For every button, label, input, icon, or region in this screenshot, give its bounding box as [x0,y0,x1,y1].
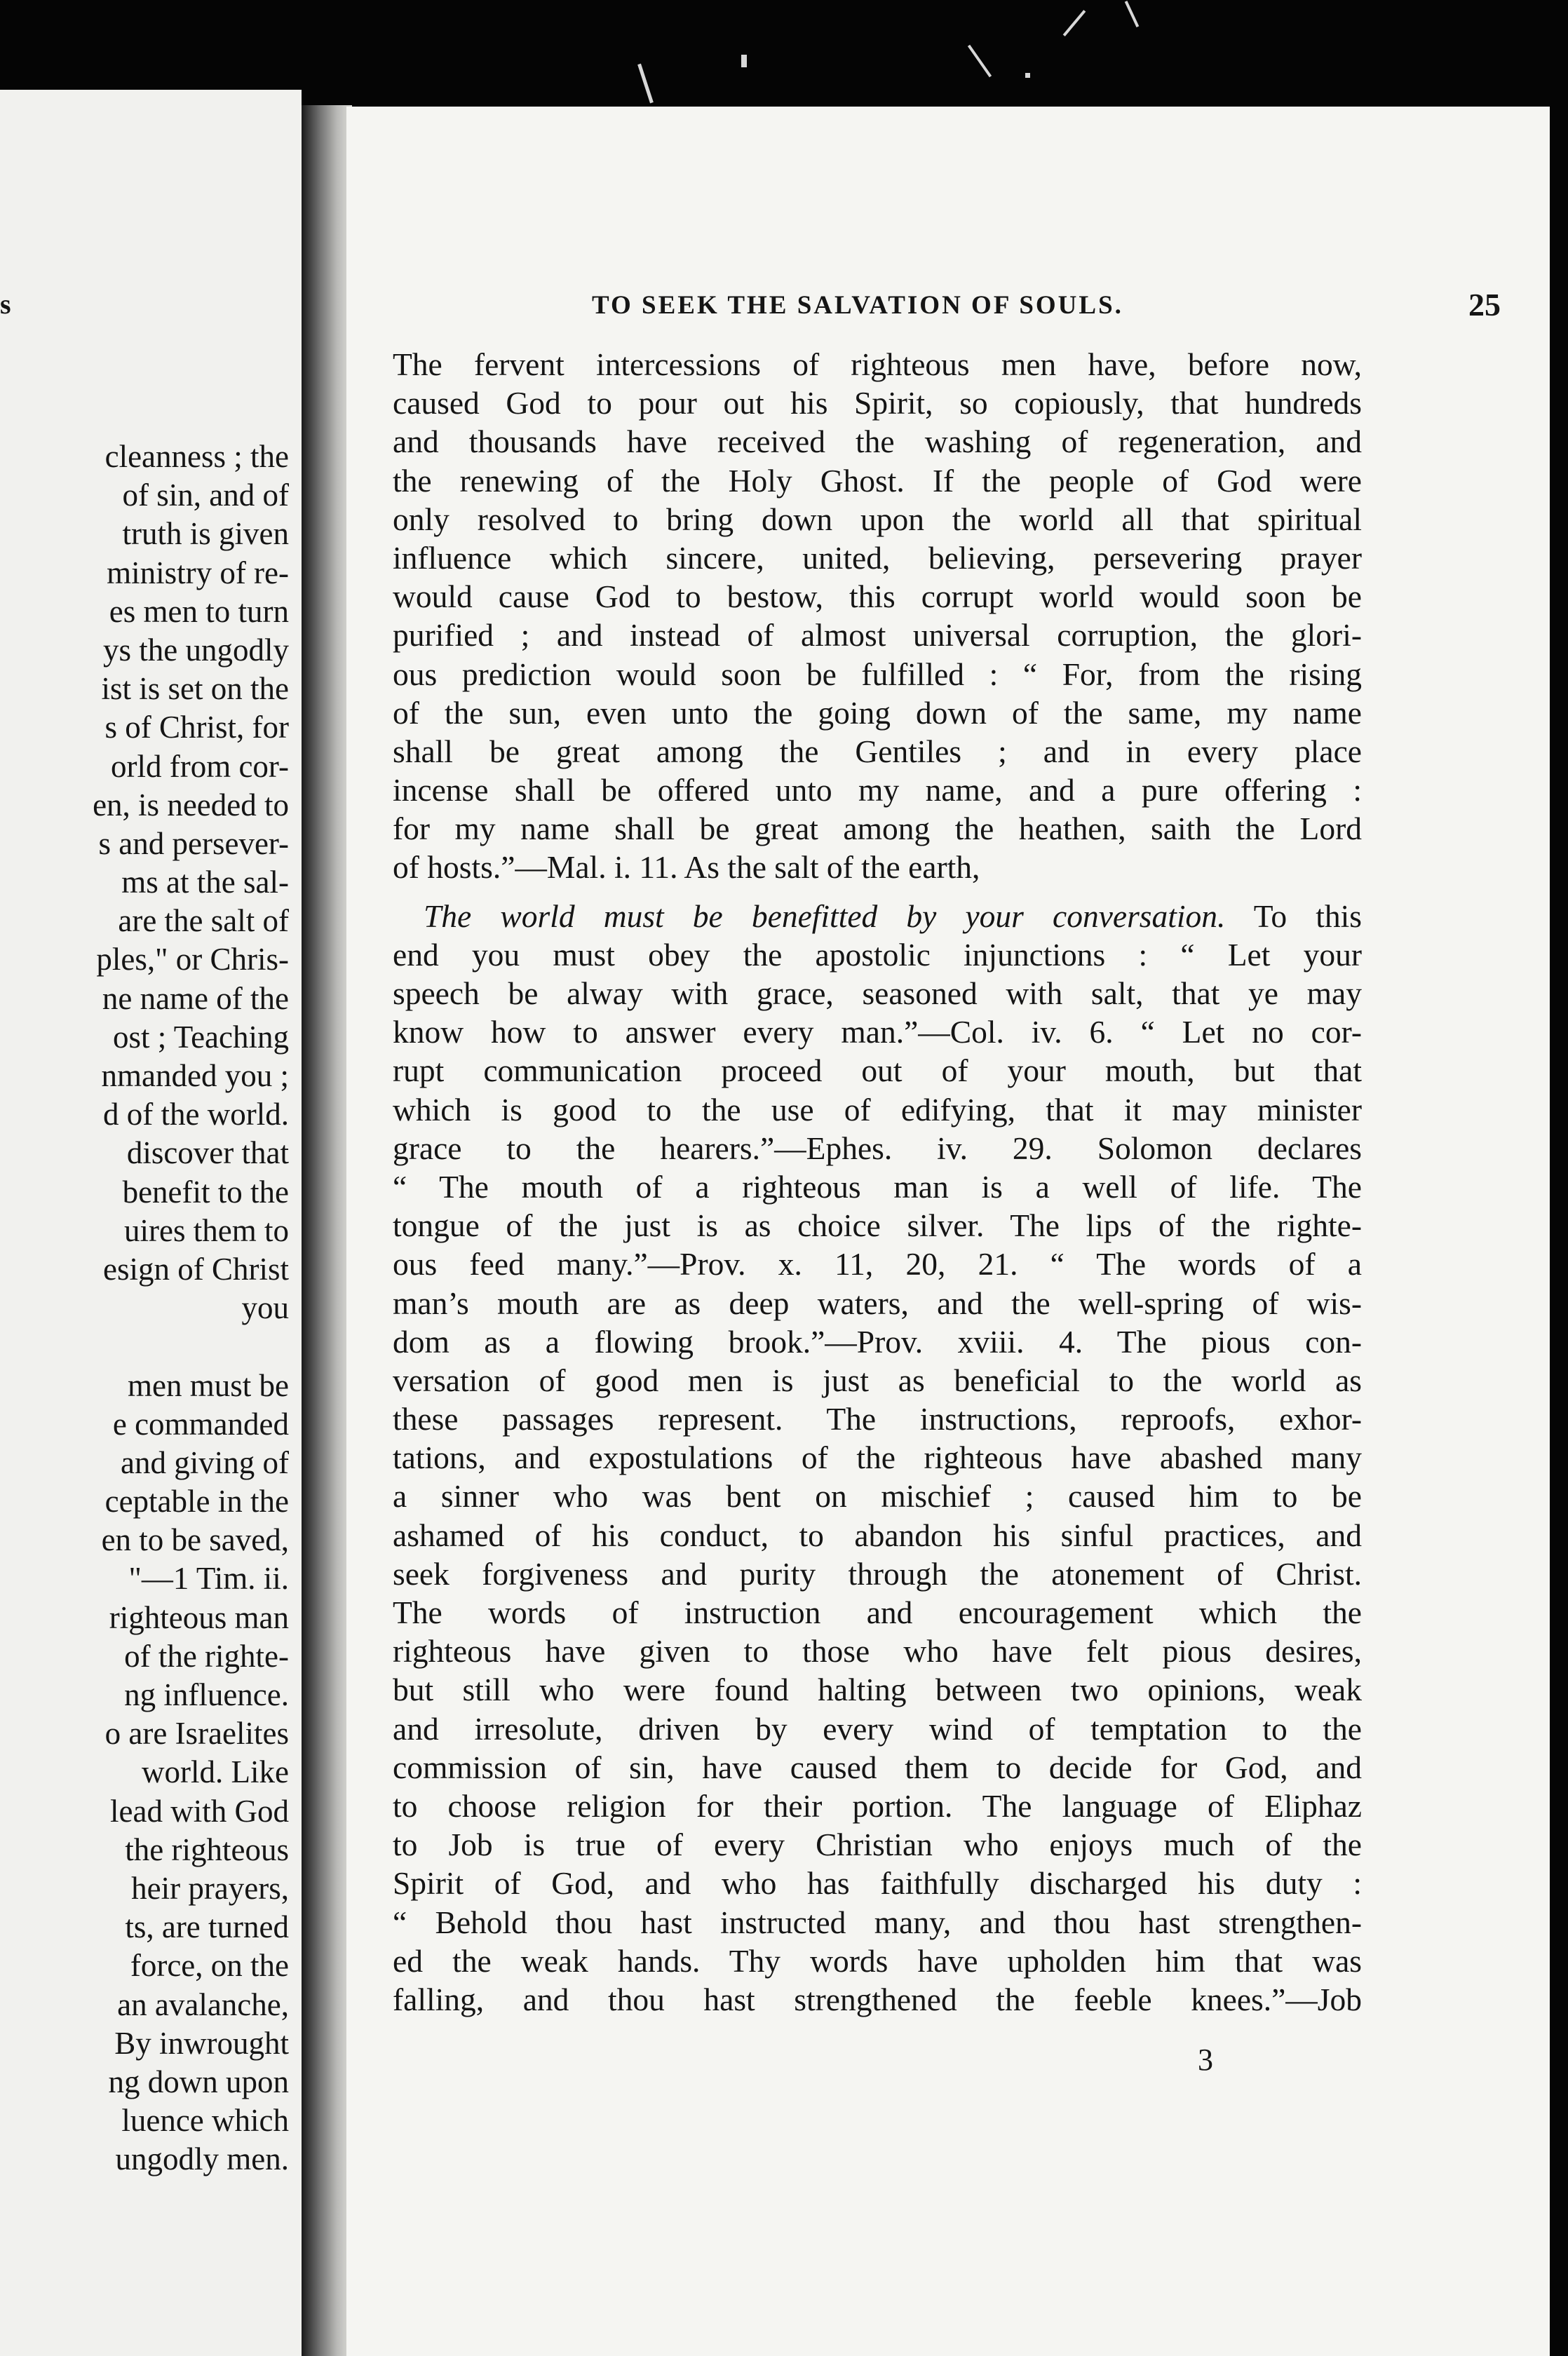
left-text-line: ng down upon [108,2064,289,2099]
text-line: the renewing of the Holy Ghost. If the people of God were [393,462,1362,499]
left-text-line: you [241,1290,289,1326]
left-text-line: s and persever- [98,825,289,861]
scan-speck [1063,10,1086,36]
text-line: man’s mouth are as deep waters, and the well-spring of wis- [393,1285,1362,1321]
text-line: ed the weak hands. Thy words have upholden him that was [393,1942,1362,1979]
text-line: incense shall be offered unto my name, and a pure offering : [393,772,1362,808]
text-line: these passages represent. The instructions, reproofs, exhor- [393,1401,1362,1437]
left-text-line: orld from cor- [110,748,289,784]
signature-mark: 3 [1198,2043,1213,2077]
text-line: to choose religion for their portion. The language of Eliphaz [393,1787,1362,1824]
scan-speck [968,45,992,78]
left-text-line: the righteous [125,1832,289,1867]
text-line: seek forgiveness and purity through the atonement of Christ. [393,1555,1362,1592]
left-text-line: o are Israelites [104,1716,289,1752]
text-line: speech be alway with grace, seasoned with salt, that ye may [393,975,1362,1011]
left-text-line [0,1327,289,1366]
current-page [346,107,1550,2356]
left-text-line: lead with God [110,1793,289,1829]
left-text-line: en, is needed to [93,787,289,822]
left-running-head-fragment: s [0,288,13,320]
text-line: which is good to the use of edifying, that it may minister [393,1091,1362,1128]
text-line: tations, and expostulations of the righteous have abashed many [393,1440,1362,1476]
text-line: grace to the hearers.”—Ephes. iv. 29. Solomon declares [393,1130,1362,1166]
left-text-line: ms at the sal- [121,865,289,900]
scan-speck [637,64,654,104]
text-line: know how to answer every man.”—Col. iv. 6. “ Let no cor- [393,1014,1362,1050]
scan-speck [1125,1,1140,27]
left-text-line: ng influence. [124,1677,289,1712]
text-line: to Job is true of every Christian who enjoys much of the [393,1827,1362,1863]
text-line: “ Behold thou hast instructed many, and thou hast strengthen- [393,1904,1362,1940]
text-line: falling, and thou hast strengthened the feeble knees.”—Job [393,1981,1362,2017]
left-text-line: heir prayers, [131,1870,289,1906]
text-line: would cause God to bestow, this corrupt world would soon be [393,578,1362,615]
text-line: shall be great among the Gentiles ; and in every place [393,733,1362,769]
text-line: versation of good men is just as beneficial to the world as [393,1362,1362,1398]
text-line: influence which sincere, united, believing, persevering prayer [393,539,1362,576]
left-text-line: uires them to [124,1212,289,1248]
left-text-line: ist is set on the [101,671,289,707]
left-text-line: es men to turn [109,593,289,629]
left-text-line: ceptable in the [104,1484,289,1519]
left-text-line: en to be saved, [101,1522,289,1558]
italic-heading: The world must be benefitted by your conversation. [424,898,1226,934]
page-header [346,287,1550,332]
left-text-line: and giving of [121,1444,289,1480]
text-line: righteous have given to those who have felt pious desires, [393,1633,1362,1670]
text-line: ous prediction would soon be fulfilled : “ For, from the rising [393,656,1362,692]
left-text-line: ts, are turned [125,1909,289,1945]
left-text-line: ost ; Teaching [113,1019,289,1055]
left-text-line: ples," or Chris- [96,942,289,977]
text-line: caused God to pour out his Spirit, so copiously, that hundreds [393,385,1362,421]
page-gutter-shadow [302,105,352,2356]
lead-line-rest: To this [1225,898,1362,934]
left-text-line: cleanness ; the [104,439,289,474]
left-text-line: world. Like [142,1754,289,1790]
scan-speck [741,55,747,67]
text-line: “ The mouth of a righteous man is a well of life. The [393,1168,1362,1205]
paragraph-lead-line [393,897,1362,935]
text-line: and irresolute, driven by every wind of temptation to the [393,1710,1362,1747]
text-line: ashamed of his conduct, to abandon his sinful practices, and [393,1517,1362,1553]
left-text-line: discover that [126,1135,289,1171]
text-line: of the sun, even unto the going down of the same, my name [393,694,1362,731]
left-text-line: ne name of the [102,980,289,1016]
text-line: The words of instruction and encouragement which the [393,1595,1362,1630]
text-line: purified ; and instead of almost universal corruption, the glori- [393,617,1362,654]
text-line: end you must obey the apostolic injunctions : “ Let your [393,936,1362,973]
previous-page-fragment [0,90,302,2356]
left-text-line: nmanded you ; [101,1058,289,1093]
left-page-text [0,438,289,2179]
left-text-line: an avalanche, [117,1986,289,2022]
left-text-line: s of Christ, for [104,710,289,745]
text-line: Spirit of God, and who has faithfully discharged his duty : [393,1865,1362,1902]
left-text-line: force, on the [130,1948,289,1984]
running-head: TO SEEK THE SALVATION OF SOULS. [592,291,1123,320]
left-text-line: luence which [121,2103,289,2139]
text-line: for my name shall be great among the heathen, saith the Lord [393,811,1362,847]
text-line: commission of sin, have caused them to decide for God, and [393,1749,1362,1785]
left-text-line: of sin, and of [122,478,289,513]
text-line: ous feed many.”—Prov. x. 11, 20, 21. “ The words of a [393,1246,1362,1282]
left-text-line: ungodly men. [115,2141,289,2177]
left-text-line: ministry of re- [107,555,289,590]
left-text-line: righteous man [109,1599,289,1635]
text-line: rupt communication proceed out of your mouth, but that [393,1052,1362,1089]
text-line: but still who were found halting between two opinions, weak [393,1672,1362,1708]
left-text-line: "—1 Tim. ii. [128,1561,289,1597]
left-text-line: d of the world. [103,1097,289,1132]
left-text-line: truth is given [122,516,289,552]
text-line: and thousands have received the washing of regeneration, and [393,424,1362,460]
left-text-line: By inwrought [114,2025,289,2061]
left-text-line: men must be [128,1367,289,1403]
page-number: 25 [1468,287,1501,323]
left-text-line: of the righte- [124,1638,289,1674]
text-line: of hosts.”—Mal. i. 11. As the salt of the earth, [393,849,980,886]
left-text-line: e commanded [112,1406,289,1442]
text-line: The fervent intercessions of righteous men have, before now, [393,346,1362,382]
left-text-line: ys the ungodly [103,632,289,668]
scan-speck [1025,73,1030,78]
left-text-line: esign of Christ [103,1251,289,1287]
page-body-text [393,345,1362,2019]
text-line: dom as a flowing brook.”—Prov. xviii. 4. The pious con- [393,1323,1362,1360]
left-text-line: benefit to the [122,1174,289,1210]
text-line: a sinner who was bent on mischief ; caused him to be [393,1478,1362,1515]
left-text-line: are the salt of [118,903,289,939]
text-line: only resolved to bring down upon the world all that spiritual [393,501,1362,537]
text-line: tongue of the just is as choice silver. The lips of the righte- [393,1207,1362,1244]
